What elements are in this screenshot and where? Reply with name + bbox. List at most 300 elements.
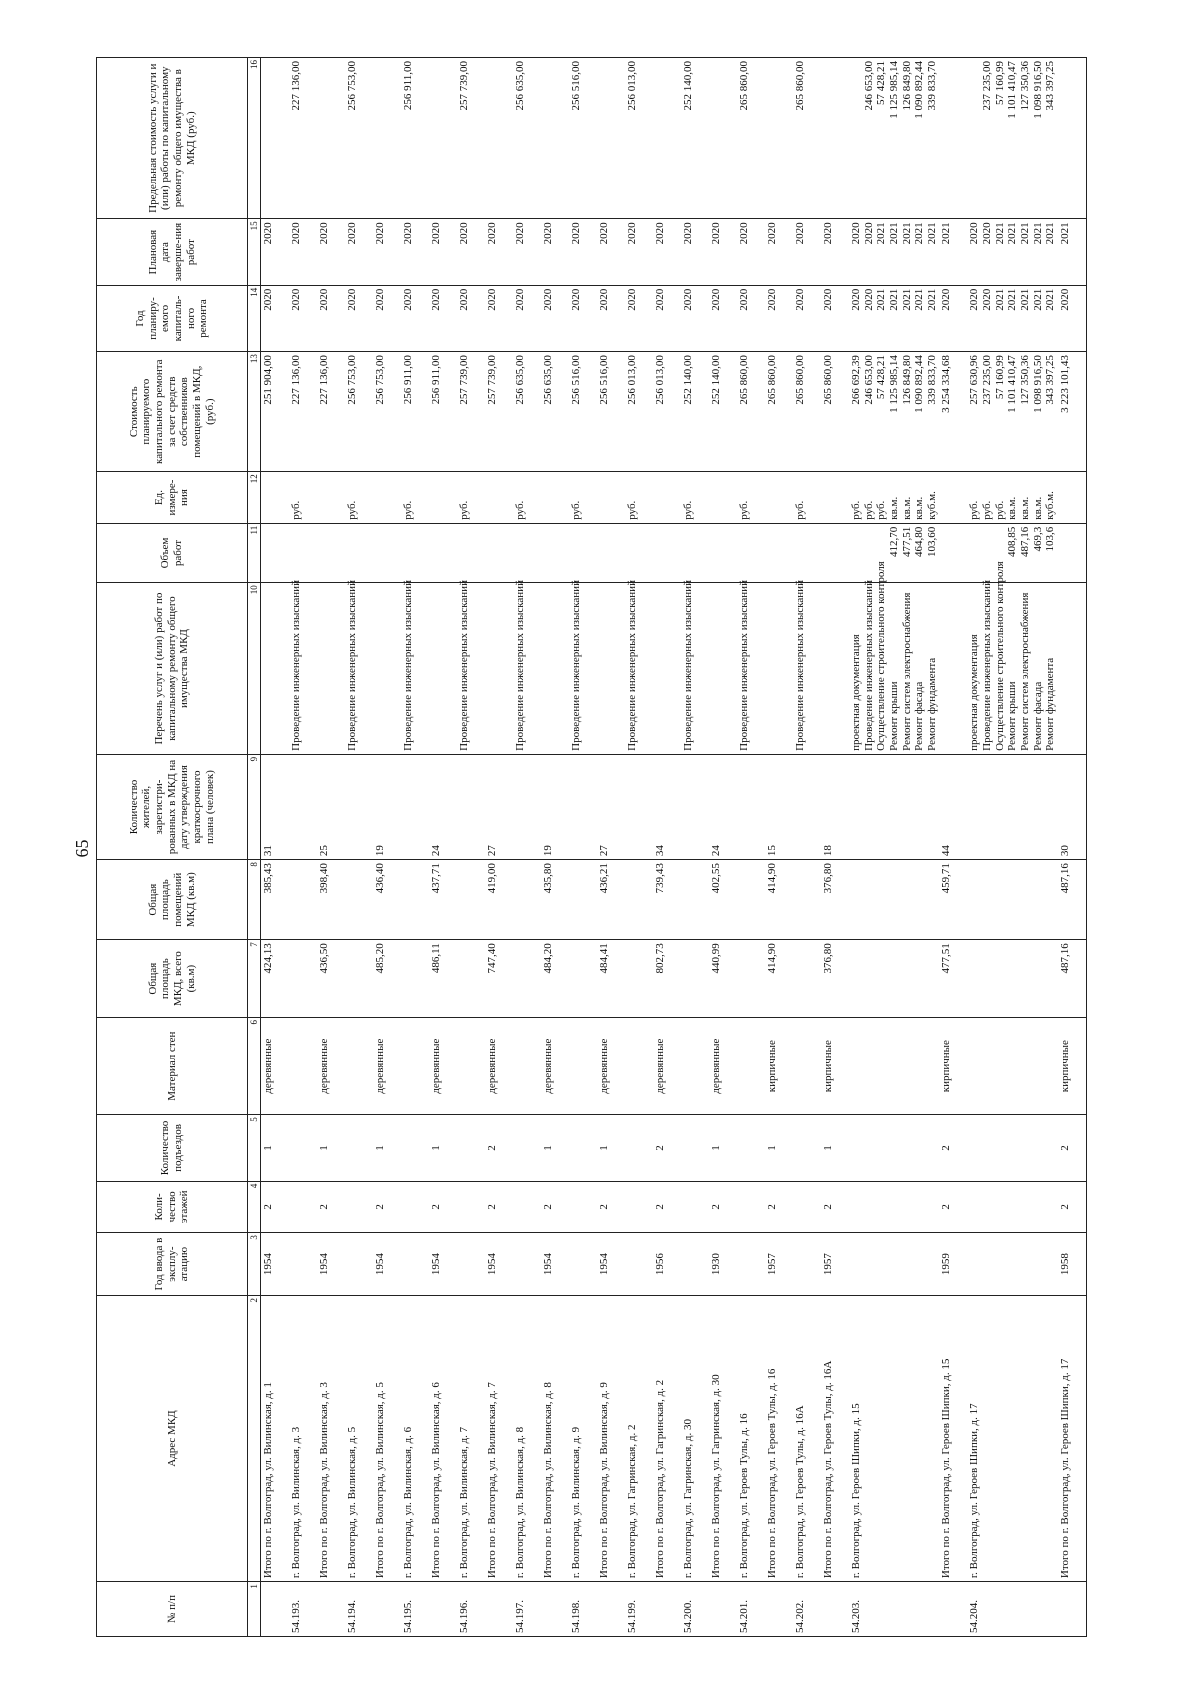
work-volume-cell	[625, 523, 653, 582]
repair-year-cell	[261, 285, 290, 351]
column-number: 8	[248, 860, 261, 940]
column-header: Предельная стоимость услуги и (или) работы по капитальному ремонту общего имущества в МКД (руб.)	[97, 58, 248, 219]
address-line: Итого по г. Волгоград, ул. Гагринская, д. 30	[710, 1374, 722, 1579]
cost-line: 252 140,00	[682, 355, 694, 405]
year-built-cell: 1959	[939, 1233, 967, 1296]
limit-cost-line: 126 849,80	[900, 61, 913, 111]
unit-line: руб.	[458, 500, 470, 520]
residents-cell: 27	[485, 754, 513, 859]
address-line: Итого по г. Волгоград, ул. Гагринская, д. 2	[654, 1379, 666, 1579]
entrances-cell: 1	[429, 1115, 457, 1181]
row-number-cell: 54.204.	[967, 1582, 1057, 1637]
address-cell	[401, 1296, 429, 1582]
column-header: Год планиру-емого капиталь-ного ремонта	[97, 285, 248, 351]
completion-date-line: 2021	[940, 222, 953, 245]
year-built-cell: 1954	[541, 1233, 569, 1296]
completion-date-cell	[653, 219, 681, 285]
works-list-line: проектная документация	[968, 634, 981, 751]
wall-material-cell: деревянные	[429, 1018, 457, 1115]
floors-cell: 2	[653, 1181, 681, 1232]
work-volume-cell	[939, 523, 967, 582]
address-line: г. Волгоград, ул. Вилинская, д. 7	[458, 1426, 470, 1579]
cost-cell	[513, 352, 541, 472]
repair-year-line: 2020	[940, 288, 953, 311]
unit-cell	[569, 472, 597, 523]
column-header: Ед. измере-ния	[97, 472, 248, 523]
limit-cost-cell	[849, 58, 939, 219]
cost-cell	[709, 352, 737, 472]
entrances-cell: 1	[765, 1115, 793, 1181]
completion-date-line: 2020	[626, 222, 638, 245]
column-header: Общая площадь помещений МКД (кв.м)	[97, 860, 248, 940]
total-area-cell	[345, 940, 373, 1018]
completion-date-line: 2020	[968, 222, 981, 245]
repair-year-cell	[373, 285, 401, 351]
cost-cell	[967, 352, 1057, 472]
address-cell	[681, 1296, 709, 1582]
limit-cost-line: 256 753,00	[346, 61, 358, 111]
works-list-cell	[681, 580, 709, 755]
year-built-cell: 1954	[429, 1233, 457, 1296]
unit-cell	[653, 472, 681, 523]
table-row	[401, 58, 429, 1637]
completion-date-cell	[541, 219, 569, 285]
total-area-cell: 424,13	[261, 940, 290, 1018]
repair-year-line: 2020	[738, 288, 750, 311]
entrances-cell: 2	[653, 1115, 681, 1181]
table-row-total	[261, 58, 290, 1637]
limit-cost-cell	[653, 58, 681, 219]
cost-line: 256 516,00	[570, 355, 582, 405]
year-built-cell	[793, 1233, 821, 1296]
entrances-cell	[289, 1115, 317, 1181]
repair-year-line: 2020	[862, 288, 875, 311]
work-volume-cell	[513, 523, 541, 582]
entrances-cell	[457, 1115, 485, 1181]
repair-year-line: 2020	[290, 288, 302, 311]
unit-cell	[429, 472, 457, 523]
completion-date-line: 2020	[654, 222, 666, 245]
repair-year-cell	[625, 285, 653, 351]
repair-year-line: 2020	[968, 288, 981, 311]
floors-cell	[513, 1181, 541, 1232]
repair-year-line: 2020	[430, 288, 442, 311]
completion-date-line: 2020	[318, 222, 330, 245]
unit-cell	[967, 472, 1057, 523]
completion-date-cell	[765, 219, 793, 285]
entrances-cell	[345, 1115, 373, 1181]
header-row	[97, 58, 248, 1637]
address-line: Итого по г. Волгоград, ул. Вилинская, д. 8	[542, 1382, 554, 1579]
wall-material-cell: кирпичные	[1058, 1018, 1087, 1115]
entrances-cell: 2	[485, 1115, 513, 1181]
column-number: 7	[248, 940, 261, 1018]
completion-date-line: 2020	[862, 222, 875, 245]
floors-cell: 2	[261, 1181, 290, 1232]
address-line: г. Волгоград, ул. Героев Тулы, д. 16А	[794, 1405, 806, 1579]
repair-year-line: 2020	[850, 288, 862, 311]
work-volume-line: 464,80	[913, 526, 926, 558]
address-line: г. Волгоград, ул. Героев Шипки, д. 17	[968, 1403, 981, 1579]
limit-cost-line: 256 911,00	[402, 61, 414, 111]
cost-cell	[737, 352, 765, 472]
repair-year-cell	[1058, 285, 1087, 351]
year-built-cell: 1957	[765, 1233, 793, 1296]
column-number: 1	[248, 1582, 261, 1637]
entrances-cell: 1	[373, 1115, 401, 1181]
table-row	[289, 58, 317, 1637]
wall-material-cell	[513, 1018, 541, 1115]
repair-year-cell	[821, 285, 849, 351]
completion-date-line: 2021	[913, 222, 926, 245]
column-number: 15	[248, 219, 261, 285]
total-area-cell: 802,73	[653, 940, 681, 1018]
year-built-cell: 1954	[373, 1233, 401, 1296]
works-list-cell	[569, 580, 597, 755]
floors-cell	[681, 1181, 709, 1232]
wall-material-cell: кирпичные	[939, 1018, 967, 1115]
repair-year-line: 2020	[626, 288, 638, 311]
limit-cost-line: 343 397,25	[1044, 61, 1057, 111]
works-list-line: Проведение инженерных изысканий	[346, 580, 358, 751]
completion-date-line: 2020	[514, 222, 526, 245]
year-built-cell	[289, 1233, 317, 1296]
total-area-cell	[457, 940, 485, 1018]
year-built-cell: 1954	[261, 1233, 290, 1296]
cost-cell	[541, 352, 569, 472]
residents-cell	[967, 754, 1057, 859]
repair-year-line: 2020	[346, 288, 358, 311]
work-volume-line	[514, 527, 527, 579]
limit-cost-cell	[737, 58, 765, 219]
works-list-line: проектная документация	[850, 634, 862, 751]
year-built-cell: 1958	[1058, 1233, 1087, 1296]
wall-material-cell	[625, 1018, 653, 1115]
completion-date-cell	[849, 219, 939, 285]
unit-cell	[625, 472, 653, 523]
column-number: 10	[248, 583, 261, 755]
wall-material-cell	[793, 1018, 821, 1115]
premises-area-cell: 419,00	[485, 860, 513, 940]
completion-date-cell	[373, 219, 401, 285]
completion-date-line: 2020	[822, 222, 834, 245]
entrances-cell	[681, 1115, 709, 1181]
cost-cell	[1058, 352, 1087, 472]
work-volume-line	[981, 527, 994, 579]
year-built-cell	[513, 1233, 541, 1296]
floors-cell	[849, 1181, 939, 1232]
column-header: Плановая дата заверше-ния работ	[97, 219, 248, 285]
unit-cell	[513, 472, 541, 523]
year-built-cell: 1957	[821, 1233, 849, 1296]
wall-material-cell	[681, 1018, 709, 1115]
works-list-line: Проведение инженерных изысканий	[682, 580, 694, 751]
repair-year-line: 2021	[913, 288, 926, 311]
column-header: Общая площадь МКД, всего (кв.м)	[97, 940, 248, 1018]
limit-cost-line: 57 160,99	[993, 61, 1006, 105]
works-list-cell	[793, 580, 821, 755]
cost-cell	[569, 352, 597, 472]
column-number-row	[248, 58, 261, 1637]
completion-date-cell	[737, 219, 765, 285]
cost-line: 256 911,00	[402, 355, 414, 405]
wall-material-cell	[457, 1018, 485, 1115]
unit-cell	[939, 472, 967, 523]
unit-cell	[737, 472, 765, 523]
premises-area-cell	[849, 860, 939, 940]
cost-line: 343 397,25	[1044, 355, 1057, 405]
repair-year-cell	[541, 285, 569, 351]
repair-year-line: 2021	[900, 288, 913, 311]
limit-cost-line: 227 136,00	[290, 61, 302, 111]
repair-year-line: 2021	[993, 288, 1006, 311]
address-cell	[737, 1296, 765, 1582]
repair-year-cell	[457, 285, 485, 351]
limit-cost-cell	[967, 58, 1057, 219]
cost-cell	[345, 352, 373, 472]
table-body	[261, 58, 1087, 1637]
works-list-cell	[737, 580, 765, 755]
wall-material-cell: кирпичные	[821, 1018, 849, 1115]
unit-cell	[821, 472, 849, 523]
works-list-cell	[513, 580, 541, 755]
completion-date-line: 2020	[738, 222, 750, 245]
wall-material-cell: деревянные	[709, 1018, 737, 1115]
residents-cell: 31	[261, 754, 290, 859]
total-area-cell: 485,20	[373, 940, 401, 1018]
unit-line: руб.	[993, 500, 1006, 520]
address-line: г. Волгоград, ул. Гагринская, д. 2	[626, 1424, 638, 1579]
wall-material-cell: деревянные	[597, 1018, 625, 1115]
unit-cell	[849, 472, 939, 523]
wall-material-cell	[569, 1018, 597, 1115]
work-volume-line	[346, 527, 359, 579]
unit-line: кв.м.	[1019, 496, 1032, 520]
residents-cell: 19	[373, 754, 401, 859]
year-built-cell	[737, 1233, 765, 1296]
repair-year-line: 2021	[1044, 288, 1057, 311]
works-list-line: Проведение инженерных изысканий	[570, 580, 582, 751]
works-list-cell	[345, 580, 373, 755]
repair-year-line: 2020	[374, 288, 386, 311]
cost-line: 246 653,00	[862, 355, 875, 405]
completion-date-cell	[261, 219, 290, 285]
premises-area-cell: 414,90	[765, 860, 793, 940]
total-area-cell	[793, 940, 821, 1018]
entrances-cell	[401, 1115, 429, 1181]
works-list-line: Ремонт фасада	[913, 681, 926, 751]
row-number-cell	[1058, 1582, 1087, 1637]
repair-year-line: 2020	[598, 288, 610, 311]
address-line: г. Волгоград, ул. Вилинская, д. 8	[514, 1426, 526, 1579]
limit-cost-cell	[597, 58, 625, 219]
premises-area-cell: 385,43	[261, 860, 290, 940]
limit-cost-line: 252 140,00	[682, 61, 694, 111]
work-volume-line	[794, 527, 807, 579]
table-row	[793, 58, 821, 1637]
work-volume-line: 477,51	[900, 526, 913, 558]
completion-date-cell	[597, 219, 625, 285]
cost-line: 1 090 892,44	[913, 355, 926, 413]
unit-line: руб.	[968, 500, 981, 520]
address-cell	[345, 1296, 373, 1582]
table-row	[849, 58, 939, 1637]
completion-date-line: 2021	[993, 222, 1006, 245]
address-line: г. Волгоград, ул. Вилинская, д. 3	[290, 1426, 302, 1579]
repair-year-line: 2021	[875, 288, 888, 311]
repair-year-cell	[765, 285, 793, 351]
works-list-line: Ремонт фундамента	[925, 657, 938, 751]
cost-line: 256 911,00	[430, 355, 442, 405]
limit-cost-cell	[373, 58, 401, 219]
premises-area-cell: 459,71	[939, 860, 967, 940]
works-list-line: Проведение инженерных изысканий	[402, 580, 414, 751]
premises-area-cell	[513, 860, 541, 940]
entrances-cell: 1	[821, 1115, 849, 1181]
repair-year-line: 2020	[458, 288, 470, 311]
floors-cell: 2	[541, 1181, 569, 1232]
cost-cell	[457, 352, 485, 472]
repair-year-line: 2021	[925, 288, 938, 311]
work-volume-line: 412,70	[887, 526, 900, 558]
completion-date-cell	[401, 219, 429, 285]
works-list-cell	[261, 583, 290, 755]
cost-line: 339 833,70	[925, 355, 938, 405]
unit-line: руб.	[875, 500, 888, 520]
repair-year-line: 2021	[1006, 288, 1019, 311]
total-area-cell: 487,16	[1058, 940, 1087, 1018]
row-number-cell: 54.199.	[625, 1582, 653, 1637]
cost-cell	[373, 352, 401, 472]
completion-date-line: 2021	[1006, 222, 1019, 245]
address-cell	[939, 1296, 967, 1582]
repair-year-cell	[849, 285, 939, 351]
cost-line: 3 254 334,68	[940, 355, 953, 413]
limit-cost-cell	[709, 58, 737, 219]
cost-line: 265 860,00	[794, 355, 806, 405]
address-cell	[457, 1296, 485, 1582]
work-volume-line: 103,60	[925, 526, 938, 558]
repair-year-cell	[737, 285, 765, 351]
floors-cell	[625, 1181, 653, 1232]
floors-cell: 2	[485, 1181, 513, 1232]
limit-cost-cell	[401, 58, 429, 219]
cost-cell	[939, 352, 967, 472]
completion-date-cell	[1058, 219, 1087, 285]
address-cell	[821, 1296, 849, 1582]
residents-cell	[513, 754, 541, 859]
address-cell	[373, 1296, 401, 1582]
cost-line: 237 235,00	[981, 355, 994, 405]
row-number-cell	[485, 1582, 513, 1637]
work-volume-line	[738, 527, 751, 579]
total-area-cell: 486,11	[429, 940, 457, 1018]
completion-date-cell	[457, 219, 485, 285]
page-number: 65	[72, 839, 92, 858]
table-row-total	[1058, 58, 1087, 1637]
repair-year-cell	[429, 285, 457, 351]
row-number-cell	[541, 1582, 569, 1637]
repair-year-line: 2021	[1031, 288, 1044, 311]
cost-line: 265 860,00	[738, 355, 750, 405]
limit-cost-line: 237 235,00	[981, 61, 994, 111]
floors-cell	[737, 1181, 765, 1232]
premises-area-cell: 437,71	[429, 860, 457, 940]
wall-material-cell: кирпичные	[765, 1018, 793, 1115]
address-cell	[849, 1296, 939, 1582]
work-volume-cell	[765, 523, 793, 582]
work-volume-cell	[1058, 523, 1087, 582]
address-line: Итого по г. Волгоград, ул. Героев Тулы, д. 16	[766, 1368, 778, 1579]
address-cell	[709, 1296, 737, 1582]
table-row	[967, 58, 1057, 1637]
table-row-total	[317, 58, 345, 1637]
completion-date-cell	[569, 219, 597, 285]
cost-line: 266 692,39	[850, 355, 862, 405]
limit-cost-cell	[765, 58, 793, 219]
residents-cell: 18	[821, 754, 849, 859]
completion-date-cell	[967, 219, 1057, 285]
table-row-total	[541, 58, 569, 1637]
cost-line: 1 101 410,47	[1006, 355, 1019, 413]
completion-date-line: 2021	[1044, 222, 1057, 245]
premises-area-cell	[569, 860, 597, 940]
limit-cost-cell	[541, 58, 569, 219]
cost-line: 256 635,00	[542, 355, 554, 405]
column-number: 4	[248, 1181, 261, 1232]
limit-cost-cell	[569, 58, 597, 219]
work-volume-cell	[967, 523, 1057, 582]
residents-cell: 27	[597, 754, 625, 859]
table-row-total	[821, 58, 849, 1637]
row-number-cell	[373, 1582, 401, 1637]
total-area-cell	[681, 940, 709, 1018]
residents-cell: 30	[1058, 754, 1087, 859]
repair-year-line: 2020	[794, 288, 806, 311]
address-cell	[261, 1296, 290, 1582]
completion-date-cell	[625, 219, 653, 285]
entrances-cell: 1	[709, 1115, 737, 1181]
address-cell	[541, 1296, 569, 1582]
completion-date-line: 2020	[598, 222, 610, 245]
row-number-cell: 54.196.	[457, 1582, 485, 1637]
completion-date-cell	[429, 219, 457, 285]
residents-cell	[681, 754, 709, 859]
address-cell	[597, 1296, 625, 1582]
completion-date-cell	[709, 219, 737, 285]
entrances-cell	[793, 1115, 821, 1181]
cost-line: 227 136,00	[318, 355, 330, 405]
work-volume-cell	[373, 523, 401, 582]
floors-cell	[289, 1181, 317, 1232]
limit-cost-line: 256 635,00	[514, 61, 526, 111]
cost-line: 256 753,00	[374, 355, 386, 405]
repair-year-cell	[597, 285, 625, 351]
premises-area-cell	[457, 860, 485, 940]
work-volume-cell	[709, 523, 737, 582]
wall-material-cell	[849, 1018, 939, 1115]
work-volume-line	[570, 527, 583, 579]
wall-material-cell: деревянные	[485, 1018, 513, 1115]
entrances-cell	[569, 1115, 597, 1181]
address-cell	[765, 1296, 793, 1582]
completion-date-line: 2020	[402, 222, 414, 245]
wall-material-cell	[345, 1018, 373, 1115]
unit-cell	[457, 472, 485, 523]
table-row	[681, 58, 709, 1637]
cost-cell	[261, 352, 290, 472]
address-cell	[317, 1296, 345, 1582]
